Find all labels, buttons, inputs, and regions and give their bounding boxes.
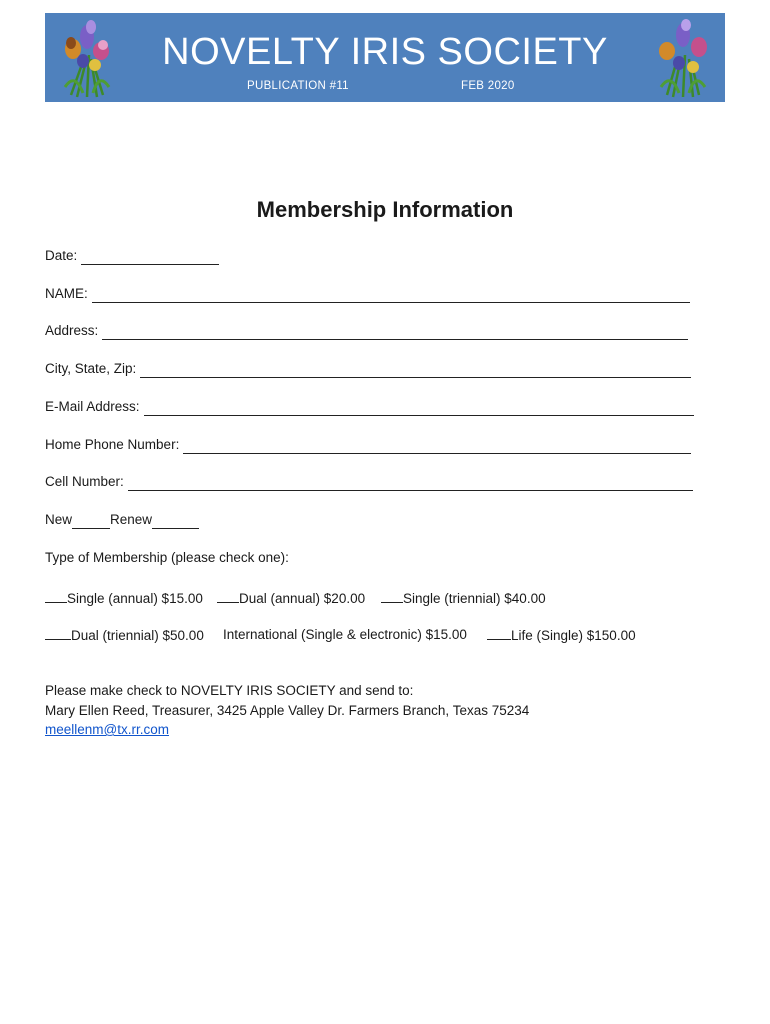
city-state-zip-label: City, State, Zip: xyxy=(45,361,137,376)
city-state-zip-field xyxy=(45,360,691,378)
email-field xyxy=(45,398,694,416)
option-international[interactable] xyxy=(223,626,467,644)
new-label: New xyxy=(45,512,73,527)
cell-number-field xyxy=(45,473,693,491)
renew-check-line[interactable] xyxy=(152,514,199,529)
cell-number-label: Cell Number: xyxy=(45,474,124,489)
home-phone-field xyxy=(45,436,691,454)
new-check-line[interactable] xyxy=(72,514,110,529)
name-field xyxy=(45,285,690,303)
check-line[interactable] xyxy=(217,589,239,603)
check-line[interactable] xyxy=(381,589,403,603)
home-phone-label: Home Phone Number: xyxy=(45,437,180,452)
membership-type-label: Type of Membership (please check one): xyxy=(45,550,289,565)
address-field xyxy=(45,322,688,340)
address-input-line[interactable] xyxy=(102,325,688,340)
publication-date: FEB 2020 xyxy=(461,80,515,92)
check-line[interactable] xyxy=(487,626,511,640)
option-label: Single (triennial) $40.00 xyxy=(403,591,546,606)
cell-number-input-line[interactable] xyxy=(128,476,693,491)
option-label: Dual (triennial) $50.00 xyxy=(71,628,204,643)
new-renew-field xyxy=(45,511,199,529)
iris-flower-icon xyxy=(653,17,715,99)
header-banner xyxy=(45,13,725,102)
contact-email-link[interactable]: meellenm@tx.rr.com xyxy=(45,722,169,737)
date-field xyxy=(45,247,219,265)
home-phone-input-line[interactable] xyxy=(183,439,691,454)
option-label: Dual (annual) $20.00 xyxy=(239,591,366,606)
option-life-single[interactable] xyxy=(487,626,636,645)
renew-label: Renew xyxy=(110,512,153,527)
email-label: E-Mail Address: xyxy=(45,399,140,414)
check-line[interactable] xyxy=(45,626,71,640)
payment-instruction: Please make check to NOVELTY IRIS SOCIETY and send to: xyxy=(45,683,414,698)
city-state-zip-input-line[interactable] xyxy=(140,363,691,378)
option-single-triennial[interactable] xyxy=(381,589,546,608)
email-input-line[interactable] xyxy=(144,401,694,416)
option-label: Life (Single) $150.00 xyxy=(511,628,636,643)
name-label: NAME: xyxy=(45,286,88,301)
society-title: NOVELTY IRIS SOCIETY xyxy=(162,31,608,73)
option-dual-annual[interactable] xyxy=(217,589,365,608)
name-input-line[interactable] xyxy=(92,288,690,303)
address-label: Address: xyxy=(45,323,99,338)
date-input-line[interactable] xyxy=(81,250,219,265)
publication-number: PUBLICATION #11 xyxy=(247,80,349,92)
date-label: Date: xyxy=(45,248,78,263)
treasurer-address: Mary Ellen Reed, Treasurer, 3425 Apple Valley Dr. Farmers Branch, Texas 75234 xyxy=(45,703,530,718)
page-title: Membership Information xyxy=(256,197,514,222)
option-label: Single (annual) $15.00 xyxy=(67,591,203,606)
check-line[interactable] xyxy=(45,589,67,603)
option-label: International (Single & electronic) $15.00 xyxy=(223,627,467,642)
option-dual-triennial[interactable] xyxy=(45,626,204,645)
option-single-annual[interactable] xyxy=(45,589,203,608)
